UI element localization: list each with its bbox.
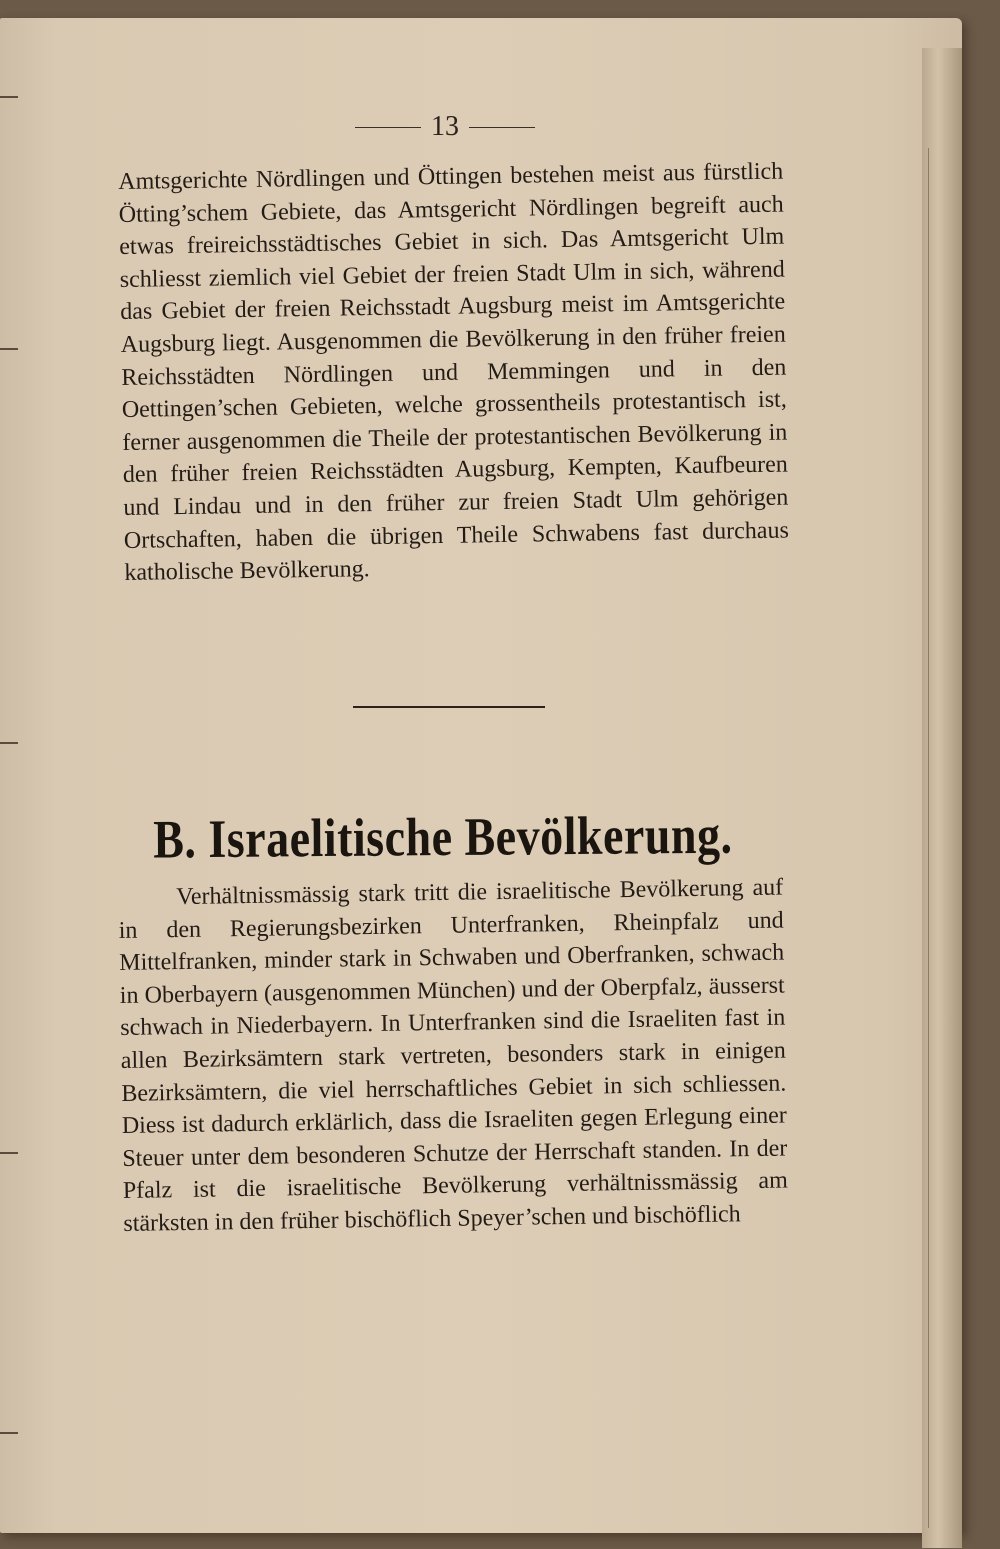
paragraph-israelitische: Verhältnissmässig stark tritt die israelitische Bevölkerung auf in den Regierungsbezirken Unterfranken, Rheinpfalz und Mittelfranken, minder stark in Schwaben und Oberfranken, schwach in Oberbayern (ausgenommen München) und der Oberpfalz, äusserst schwach in Niederbayern. In Unterfranken sind die Israeliten fast in allen Bezirksämtern stark vertreten, besonders stark in einigen Bezirksämtern, die viel herrschaftliches Gebiet in sich schliessen. Diess ist dadurch erklärlich, dass die Israeliten gegen Erlegung einer Steuer unter dem besonderen Schutze der Herrschaft standen. In der Pfalz ist die israelitische Bevölkerung verhältnissmässig am stärksten in den früher bischöflich Speyer’schen und bischöflich (118, 874, 788, 1237)
margin-mark (0, 96, 18, 98)
margin-mark (0, 1152, 18, 1154)
section-separator (353, 706, 545, 708)
head-rule-left (355, 127, 421, 128)
margin-mark (0, 742, 18, 744)
page-edge (922, 48, 962, 1548)
text-block-1 (118, 156, 790, 590)
margin-mark (0, 348, 18, 350)
section-heading: B. Israelitische Bevölkerung. (153, 804, 733, 870)
edge-line (928, 148, 929, 1528)
head-rule-right (469, 127, 535, 128)
running-head (350, 112, 540, 142)
paragraph-schwaben: Amtsgerichte Nördlingen und Öttingen bestehen meist aus fürstlich Ötting’schem Gebiete, das Amtsgericht Nördlingen begreift auch etwas freireichsstädtisches Gebiet in sich. Das Amtsgericht Ulm schliesst ziemlich viel Gebiet der freien Stadt Ulm in sich, während das Gebiet der freien Reichsstadt Augsburg meist im Amtsgerichte Augsburg liegt. Ausgenommen die Bevölkerung in den früher freien Reichsstädten Nördlingen und Memmingen und in den Oettingen’schen Gebieten, welche grossentheils protestantisch ist, ferner ausgenommen die Theile der protestantischen Bevölkerung in den früher freien Reichsstädten Augsburg, Kempten, Kaufbeuren und Lindau und in den früher zur freien Stadt Ulm gehörigen Ortschaften, haben die übrigen Theile Schwabens fast durchaus katholische Bevölkerung. (118, 158, 790, 587)
margin-mark (0, 1432, 18, 1434)
left-margin-marks (0, 0, 30, 1549)
page-number: 13 (431, 111, 459, 142)
text-block-2 (118, 872, 789, 1241)
